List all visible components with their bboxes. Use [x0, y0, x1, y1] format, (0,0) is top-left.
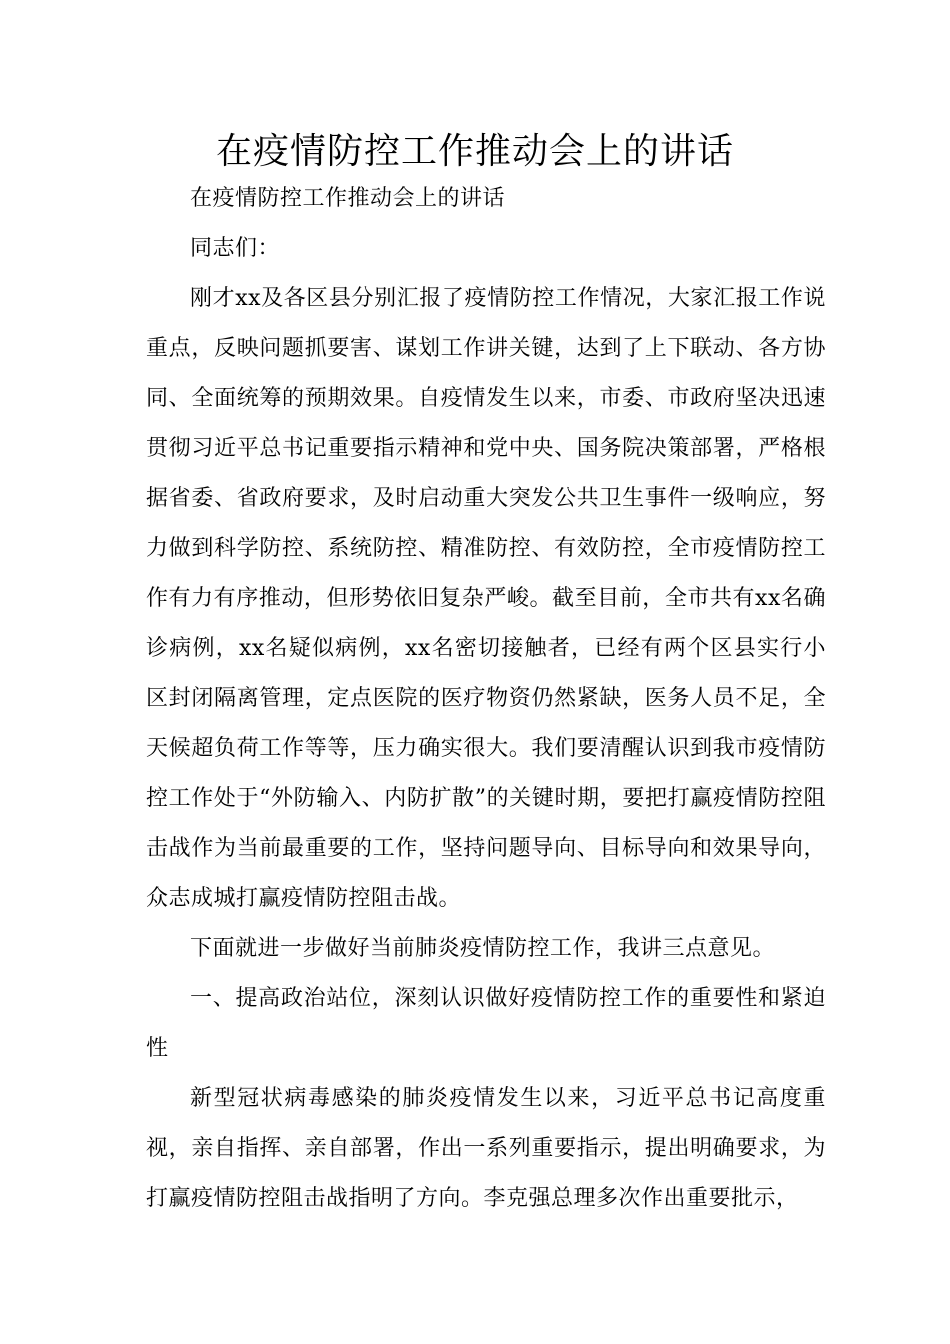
paragraph-section-heading: 一、提高政治站位，深刻认识做好疫情防控工作的重要性和紧迫性: [146, 986, 826, 1061]
document-body: [146, 174, 826, 1224]
paragraph-subtitle: 在疫情防控工作推动会上的讲话: [190, 186, 506, 211]
paragraph-section-body: 新型冠状病毒感染的肺炎疫情发生以来，习近平总书记高度重视，亲自指挥、亲自部署，作出一系列重要指示，提出明确要求，为打赢疫情防控阻击战指明了方向。李克强总理多次作出重要批示，: [146, 1086, 826, 1211]
paragraph-salutation: 同志们：: [190, 236, 281, 261]
paragraph-situation: 刚才xx及各区县分别汇报了疫情防控工作情况，大家汇报工作说重点，反映问题抓要害、谋划工作讲关键，达到了上下联动、各方协同、全面统筹的预期效果。自疫情发生以来，市委、市政府坚决迅速贯彻习近平总书记重要指示精神和党中央、国务院决策部署，严格根据省委、省政府要求，及时启动重大突发公共卫生事件一级响应，努力做到科学防控、系统防控、精准防控、有效防控，全市疫情防控工作有力有序推动，但形势依旧复杂严峻。截至目前，全市共有xx名确诊病例，xx名疑似病例，xx名密切接触者，已经有两个区县实行小区封闭隔离管理，定点医院的医疗物资仍然紧缺，医务人员不足，全天候超负荷工作等等，压力确实很大。我们要清醒认识到我市疫情防控工作处于“外防输入、内防扩散”的关键时期，要把打赢疫情防控阻击战作为当前最重要的工作，坚持问题导向、目标导向和效果导向，众志成城打赢疫情防控阻击战。: [146, 286, 826, 911]
document-title: 在疫情防控工作推动会上的讲话: [215, 131, 734, 172]
paragraph-intro: 下面就进一步做好当前肺炎疫情防控工作，我讲三点意见。: [190, 936, 776, 961]
